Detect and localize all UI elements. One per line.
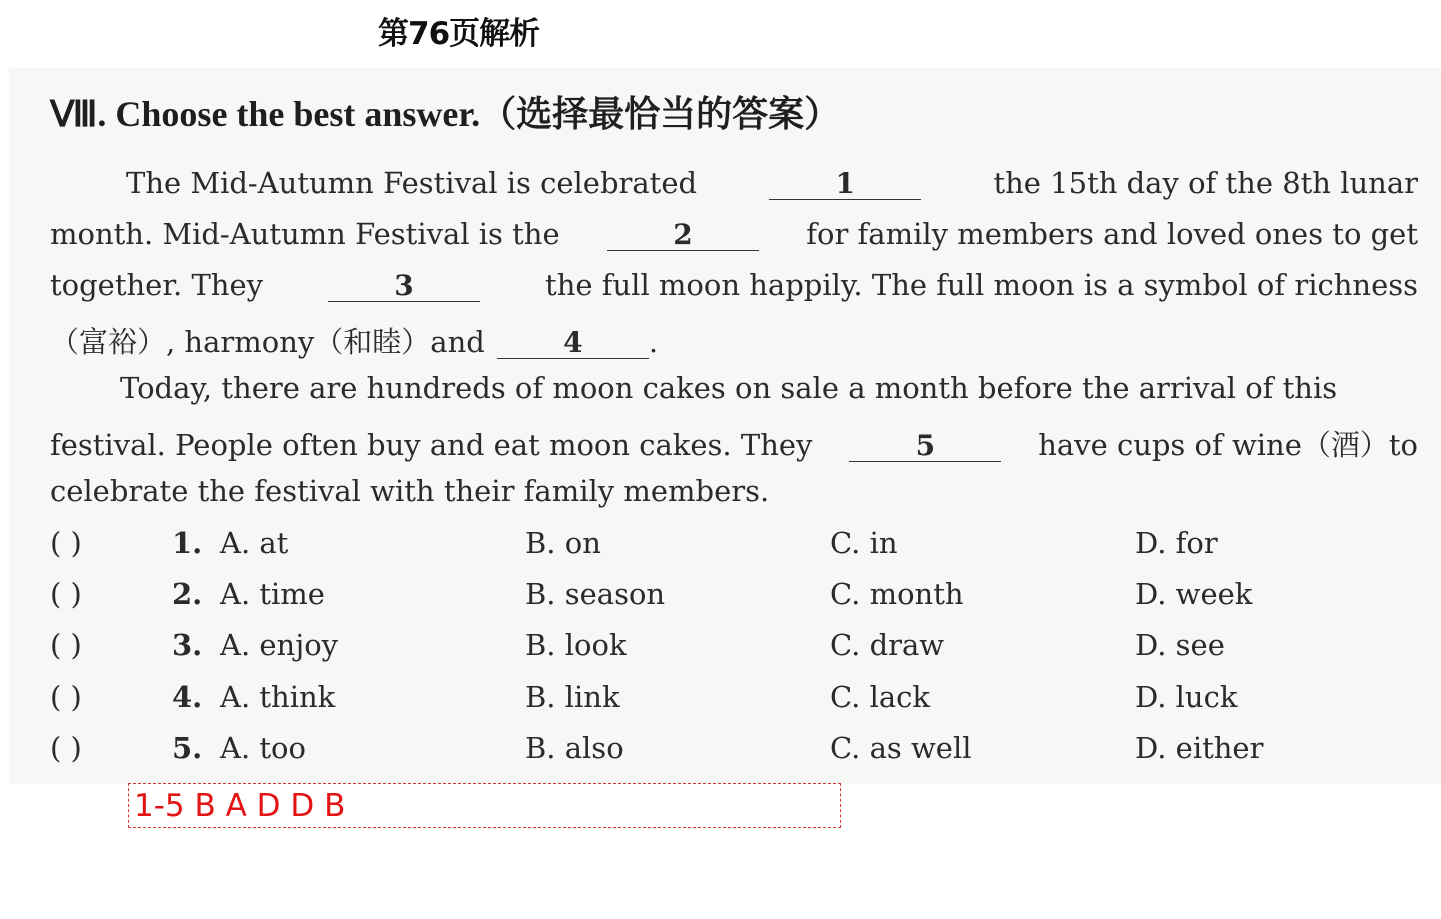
blank-2: 2 <box>607 220 759 251</box>
option-a: A. time <box>220 577 325 611</box>
blank-5: 5 <box>849 431 1001 462</box>
option-a: A. too <box>220 731 306 765</box>
passage-line-6 <box>50 423 1418 463</box>
blank-4: 4 <box>497 328 649 359</box>
passage-text: The Mid-Autumn Festival is celebrated <box>126 166 698 200</box>
option-d: D. see <box>1135 628 1225 662</box>
option-d: D. for <box>1135 526 1218 560</box>
question-number: 1. <box>172 526 203 560</box>
answer-key: 1-5 B A D D B <box>134 788 346 824</box>
answer-paren: ( ) <box>50 628 82 662</box>
passage-text: the full moon happily. The full moon is a symbol of richness <box>545 268 1418 302</box>
passage-line-1 <box>50 166 1418 206</box>
option-d: D. week <box>1135 577 1253 611</box>
question-number: 2. <box>172 577 203 611</box>
option-a: A. at <box>220 526 289 560</box>
page-title: 第76页解析 <box>378 16 540 52</box>
passage-line-5 <box>50 371 1418 411</box>
option-c: C. draw <box>830 628 945 662</box>
passage-text: have cups of wine（酒）to <box>1038 428 1418 462</box>
passage-text: month. Mid-Autumn Festival is the <box>50 217 560 251</box>
option-d: D. luck <box>1135 680 1238 714</box>
passage-text: festival. People often buy and eat moon cakes. They <box>50 428 813 462</box>
option-b: B. on <box>525 526 601 560</box>
question-number: 4. <box>172 680 203 714</box>
option-b: B. look <box>525 628 627 662</box>
section-heading: Ⅷ. Choose the best answer.（选择最恰当的答案） <box>50 94 841 134</box>
option-b: B. link <box>525 680 620 714</box>
option-b: B. season <box>525 577 666 611</box>
answer-paren: ( ) <box>50 577 82 611</box>
passage-text: （富裕）, harmony（和睦）and <box>50 325 485 359</box>
option-d: D. either <box>1135 731 1264 765</box>
answer-paren: ( ) <box>50 680 82 714</box>
passage-text: the 15th day of the 8th lunar <box>993 166 1418 200</box>
passage-text: celebrate the festival with their family members. <box>50 474 770 508</box>
option-c: C. month <box>830 577 964 611</box>
option-b: B. also <box>525 731 624 765</box>
passage-line-3 <box>50 268 1418 308</box>
passage-line-2 <box>50 217 1418 257</box>
passage-line-7 <box>50 474 1418 514</box>
answer-paren: ( ) <box>50 526 82 560</box>
passage-line-4 <box>50 320 1418 360</box>
passage-text: . <box>648 325 659 359</box>
question-number: 3. <box>172 628 203 662</box>
blank-1: 1 <box>769 169 921 200</box>
option-c: C. lack <box>830 680 930 714</box>
answer-paren: ( ) <box>50 731 82 765</box>
passage-text: Today, there are hundreds of moon cakes on sale a month before the arrival of this <box>120 371 1338 405</box>
option-a: A. enjoy <box>220 628 339 662</box>
option-c: C. in <box>830 526 898 560</box>
option-a: A. think <box>220 680 336 714</box>
option-c: C. as well <box>830 731 972 765</box>
question-number: 5. <box>172 731 203 765</box>
passage-text: together. They <box>50 268 264 302</box>
blank-3: 3 <box>328 271 480 302</box>
passage-text: for family members and loved ones to get <box>806 217 1418 251</box>
